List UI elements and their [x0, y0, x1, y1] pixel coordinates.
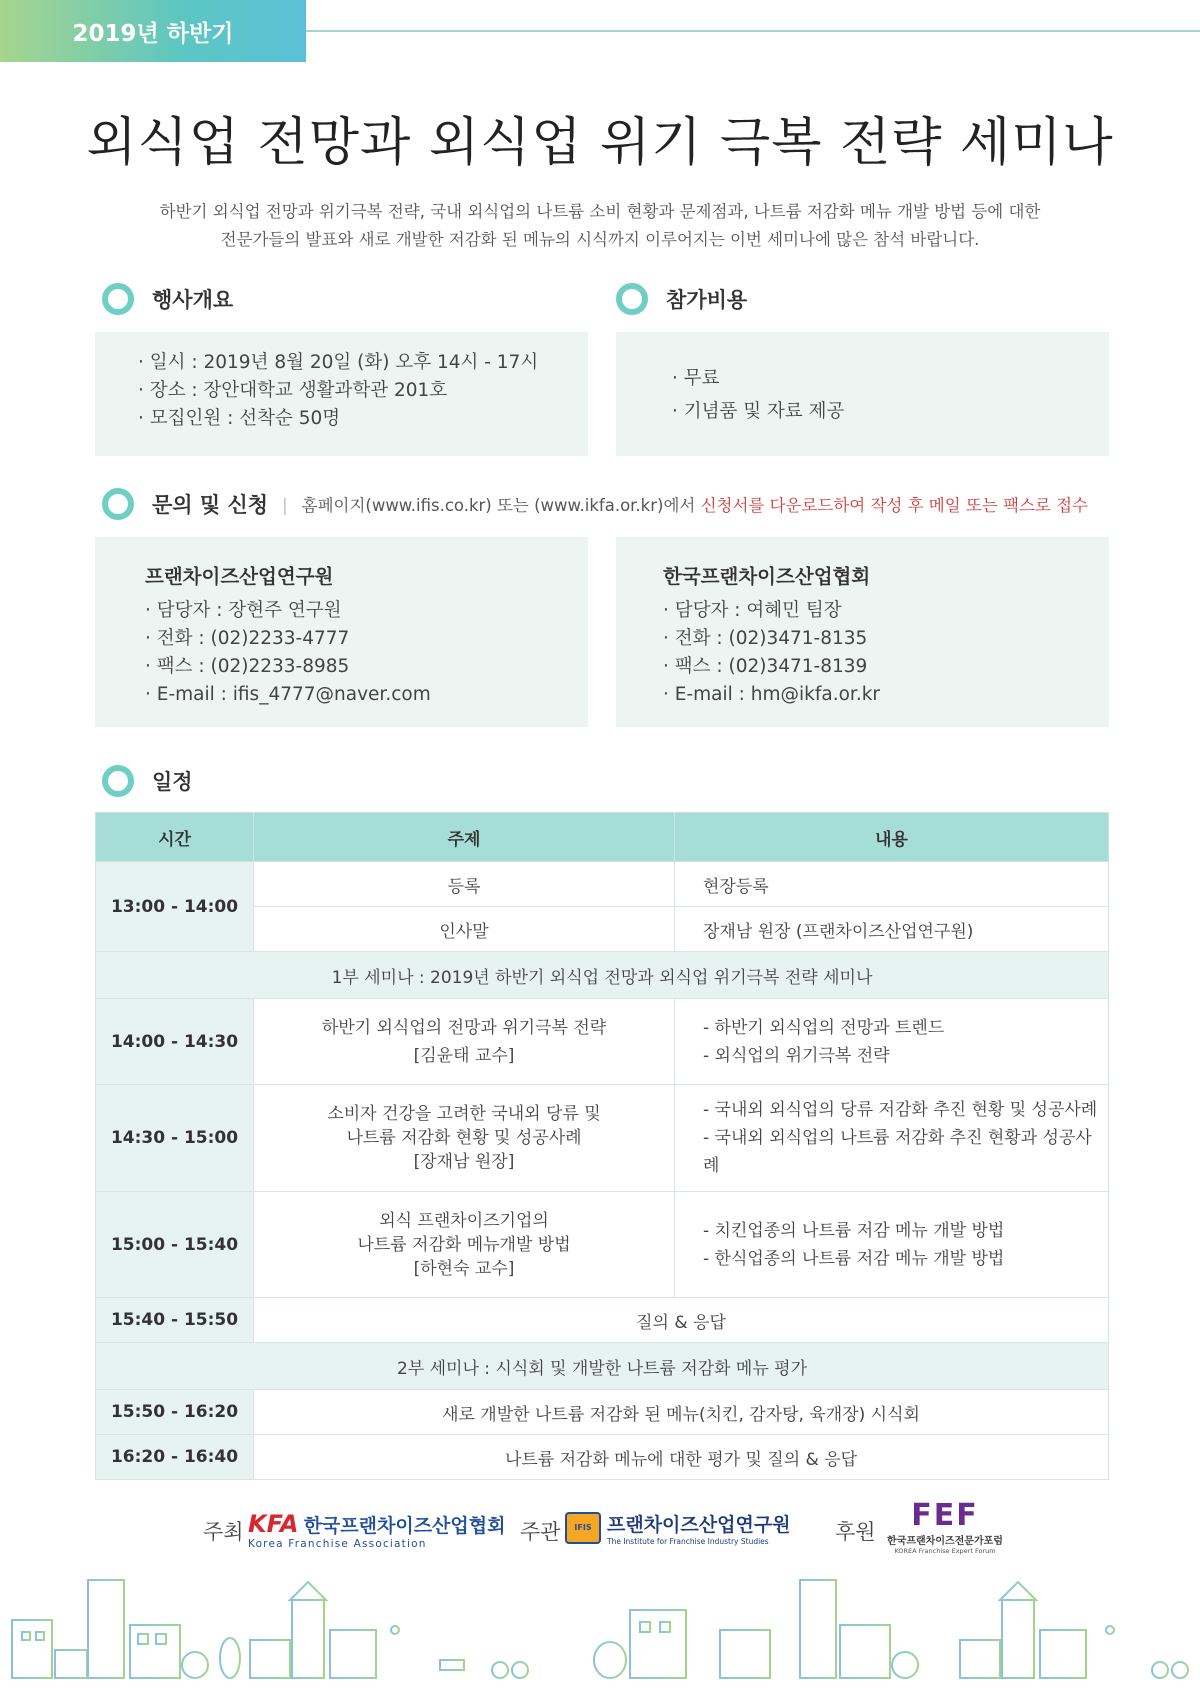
table-row: [96, 1435, 1109, 1480]
divider: |: [282, 496, 288, 515]
time-cell: 13:00 - 14:00: [96, 862, 254, 952]
ifis-logo: [565, 1510, 791, 1546]
topic-cell: 새로 개발한 나트륨 저감화 된 메뉴(치킨, 감자탕, 육개장) 시식회: [254, 1390, 1109, 1435]
header-rule: [306, 30, 1200, 32]
col-header: 내용: [675, 813, 1109, 862]
topic-cell: [254, 999, 675, 1085]
desc-line: - 국내외 외식업의 나트륨 저감화 추진 현황과 성공사례: [703, 1128, 1092, 1176]
contact-item: · 담당자 : 장현주 연구원: [145, 600, 342, 621]
city-skyline-illustration: [0, 1570, 1200, 1698]
desc-line: - 한식업종의 나트륨 저감 메뉴 개발 방법: [703, 1248, 1005, 1269]
col-header: 주제: [254, 813, 675, 862]
desc-line: - 국내외 외식업의 당류 저감화 추진 현황 및 성공사례: [703, 1100, 1098, 1120]
session-title: 1부 세미나 : 2019년 하반기 외식업 전망과 외식업 위기극복 전략 세미나: [96, 952, 1109, 999]
table-row: [96, 1085, 1109, 1192]
intro-text: [60, 198, 1140, 254]
circle-bullet-icon: [102, 765, 134, 797]
overview-item: · 모집인원 : 선착순 50명: [138, 408, 341, 429]
table-header: [96, 813, 1109, 862]
contact-email[interactable]: · E-mail : hm@ikfa.or.kr: [663, 684, 881, 705]
desc-cell: 장재남 원장 (프랜차이즈산업연구원): [675, 907, 1109, 952]
inquiry-heading: [102, 488, 1088, 520]
inquiry-note: [282, 492, 1088, 516]
topic-line: 나트륨 저감화 메뉴개발 방법: [357, 1234, 571, 1255]
contact-item: · 전화 : (02)2233-4777: [145, 628, 350, 649]
table-row: [96, 862, 1109, 907]
inquiry-note-text: 홈페이지(www.ifis.co.kr) 또는 (www.ikfa.or.kr)에서: [301, 496, 701, 515]
contact-email[interactable]: · E-mail : ifis_4777@naver.com: [145, 684, 431, 705]
org-name: 한국프랜차이즈산업협회: [663, 565, 871, 588]
overview-item: · 일시 : 2019년 8월 20일 (화) 오후 14시 - 17시: [138, 352, 539, 373]
topic-cell: 인사말: [254, 907, 675, 952]
ifis-name: 프랜차이즈산업연구원: [607, 1514, 791, 1536]
presenter: [김윤태 교수]: [413, 1045, 515, 1066]
col-header: 시간: [96, 813, 254, 862]
table-row: [96, 1298, 1109, 1343]
fef-mark: FEF: [911, 1498, 979, 1533]
topic-line: 나트륨 저감화 현황 및 성공사례: [346, 1128, 582, 1148]
intro-line-2: 전문가들의 발표와 새로 개발한 저감화 된 메뉴의 시식까지 이루어지는 이번 세미나에 많은 참석 바랍니다.: [220, 230, 980, 249]
host-label: 주최: [203, 1520, 244, 1544]
time-cell: 14:30 - 15:00: [96, 1085, 254, 1192]
session-row: [96, 1343, 1109, 1390]
fee-title: 참가비용: [666, 288, 748, 312]
time-cell: 16:20 - 16:40: [96, 1435, 254, 1480]
kfa-en: Korea Franchise Association: [248, 1538, 427, 1550]
schedule-title: 일정: [152, 770, 193, 794]
topic-cell: 질의 & 응답: [254, 1298, 1109, 1343]
schedule-table: [95, 812, 1109, 1480]
contact-item: · 전화 : (02)3471-8135: [663, 628, 868, 649]
fee-item: · 무료: [672, 368, 720, 389]
ifis-mark: IFIS: [565, 1512, 601, 1544]
desc-cell: 현장등록: [675, 862, 1109, 907]
desc-cell: [675, 1192, 1109, 1298]
contact-box-ifis: [95, 537, 588, 727]
circle-bullet-icon: [102, 283, 134, 315]
circle-bullet-icon: [102, 488, 134, 520]
schedule-heading: [102, 765, 193, 797]
time-cell: 15:00 - 15:40: [96, 1192, 254, 1298]
period-badge: 2019년 하반기: [0, 0, 306, 62]
desc-cell: [675, 1085, 1109, 1192]
table-row: [96, 1390, 1109, 1435]
fef-logo: [880, 1500, 1010, 1555]
page-title: 외식업 전망과 외식업 위기 극복 전략 세미나: [86, 113, 1114, 173]
presenter: [장재남 원장]: [413, 1152, 515, 1172]
fee-box: [616, 332, 1109, 456]
overview-heading: [102, 283, 233, 315]
inquiry-note-highlight: 신청서를 다운로드하여 작성 후 메일 또는 팩스로 접수: [700, 496, 1088, 515]
ifis-en: The Institute for Franchise Industry Studies: [607, 1537, 769, 1546]
table-row: [96, 1192, 1109, 1298]
time-cell: 15:50 - 16:20: [96, 1390, 254, 1435]
kfa-logo: [248, 1510, 505, 1550]
fee-item: · 기념품 및 자료 제공: [672, 401, 845, 422]
contact-item: · 팩스 : (02)3471-8139: [663, 656, 868, 677]
topic-cell: 나트륨 저감화 메뉴에 대한 평가 및 질의 & 응답: [254, 1435, 1109, 1480]
intro-line-1: 하반기 외식업 전망과 위기극복 전략, 국내 외식업의 나트륨 소비 현황과 문제점과, 나트륨 저감화 메뉴 개발 방법 등에 대한: [159, 202, 1041, 221]
fee-heading: [616, 283, 747, 315]
org-name: 프랜차이즈산업연구원: [145, 565, 334, 588]
kfa-mark: KFA: [248, 1510, 299, 1538]
presenter: [하현숙 교수]: [413, 1258, 515, 1279]
overview-item: · 장소 : 장안대학교 생활과학관 201호: [138, 380, 448, 401]
desc-line: - 외식업의 위기극복 전략: [703, 1045, 890, 1066]
time-cell: 15:40 - 15:50: [96, 1298, 254, 1343]
fef-name: 한국프랜차이즈전문가포럼: [887, 1536, 1003, 1547]
topic-line: 하반기 외식업의 전망과 위기극복 전략: [321, 1017, 607, 1038]
fef-en: KOREA Franchise Expert Forum: [894, 1547, 996, 1555]
desc-line: - 치킨업종의 나트륨 저감 메뉴 개발 방법: [703, 1220, 1005, 1241]
desc-line: - 하반기 외식업의 전망과 트렌드: [703, 1017, 945, 1038]
topic-cell: 등록: [254, 862, 675, 907]
kfa-name: 한국프랜차이즈산업협회: [303, 1515, 506, 1537]
topic-cell: [254, 1085, 675, 1192]
circle-bullet-icon: [616, 283, 648, 315]
support-label: 후원: [835, 1520, 876, 1544]
contact-box-kfa: [616, 537, 1109, 727]
topic-line: 외식 프랜차이즈기업의: [379, 1210, 549, 1231]
organizer-label: 주관: [520, 1520, 561, 1544]
session-row: [96, 952, 1109, 999]
session-title: 2부 세미나 : 시식회 및 개발한 나트륨 저감화 메뉴 평가: [96, 1343, 1109, 1390]
topic-cell: [254, 1192, 675, 1298]
contact-item: · 팩스 : (02)2233-8985: [145, 656, 350, 677]
inquiry-title: 문의 및 신청: [152, 493, 269, 517]
contact-item: · 담당자 : 여혜민 팀장: [663, 600, 842, 621]
overview-title: 행사개요: [152, 288, 234, 312]
topic-line: 소비자 건강을 고려한 국내외 당류 및: [327, 1104, 601, 1124]
overview-box: [95, 332, 588, 456]
time-cell: 14:00 - 14:30: [96, 999, 254, 1085]
table-row: [96, 999, 1109, 1085]
desc-cell: [675, 999, 1109, 1085]
